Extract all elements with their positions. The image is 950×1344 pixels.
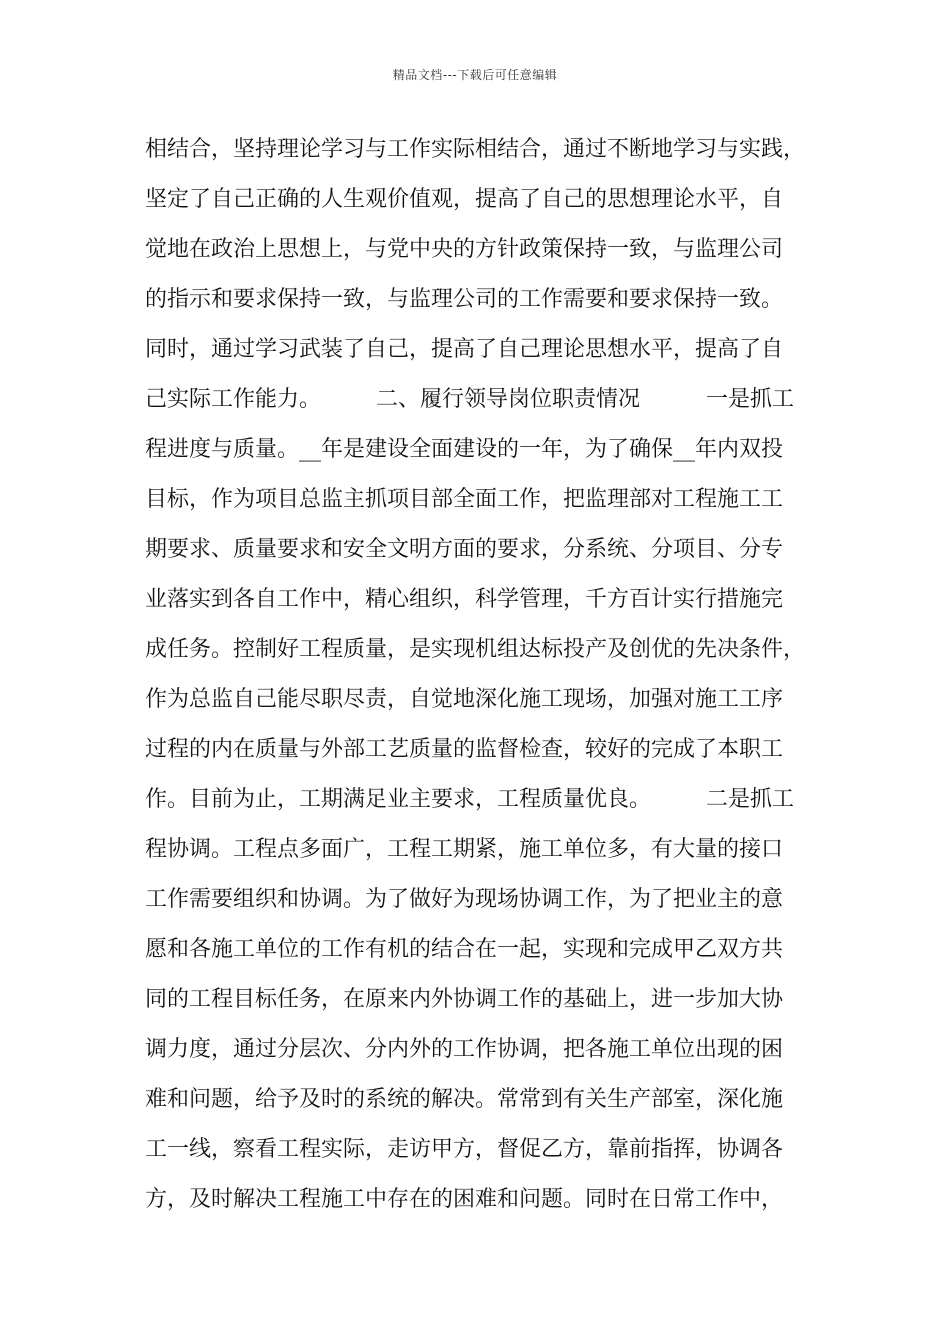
text-line: 作。目前为止，工期满足业主要求，工程质量优良。 二是抓工 (145, 787, 795, 812)
text-line: 的指示和要求保持一致，与监理公司的工作需要和要求保持一致。 (145, 287, 784, 312)
page-header: 精品文档---下载后可任意编辑 (392, 68, 558, 82)
text-line: 作为总监自己能尽职尽责，自觉地深化施工现场，加强对施工工序 (145, 687, 784, 712)
document-body (145, 130, 835, 1230)
text-line: 己实际工作能力。 二、履行领导岗位职责情况 一是抓工 (145, 387, 795, 412)
text-line: 程协调。工程点多面广，工程工期紧，施工单位多，有大量的接口 (145, 837, 784, 862)
text-line: 愿和各施工单位的工作有机的结合在一起，实现和完成甲乙双方共 (145, 937, 784, 962)
text-line: 难和问题，给予及时的系统的解决。常常到有关生产部室，深化施 (145, 1087, 784, 1112)
text-line: 工作需要组织和协调。为了做好为现场协调工作，为了把业主的意 (145, 887, 784, 912)
text-line: 同时，通过学习武装了自己，提高了自己理论思想水平，提高了自 (145, 337, 784, 362)
text-line: 程进度与质量。__年是建设全面建设的一年，为了确保__年内双投 (145, 437, 784, 462)
text-line: 同的工程目标任务，在原来内外协调工作的基础上，进一步加大协 (145, 987, 784, 1012)
text-line: 期要求、质量要求和安全文明方面的要求，分系统、分项目、分专 (145, 537, 784, 562)
text-line: 目标，作为项目总监主抓项目部全面工作，把监理部对工程施工工 (145, 487, 784, 512)
text-line: 坚定了自己正确的人生观价值观，提高了自己的思想理论水平，自 (145, 187, 784, 212)
text-line: 业落实到各自工作中，精心组织，科学管理，千方百计实行措施完 (145, 587, 784, 612)
text-line: 过程的内在质量与外部工艺质量的监督检查，较好的完成了本职工 (145, 737, 784, 762)
text-line: 相结合，坚持理论学习与工作实际相结合，通过不断地学习与实践， (145, 137, 806, 162)
text-line: 觉地在政治上思想上，与党中央的方针政策保持一致，与监理公司 (145, 237, 784, 262)
text-line: 成任务。控制好工程质量，是实现机组达标投产及创优的先决条件， (145, 637, 806, 662)
text-line: 工一线，察看工程实际，走访甲方，督促乙方，靠前指挥，协调各 (145, 1137, 784, 1162)
text-line: 方，及时解决工程施工中存在的困难和问题。同时在日常工作中， (145, 1187, 784, 1212)
text-line: 调力度，通过分层次、分内外的工作协调，把各施工单位出现的困 (145, 1037, 784, 1062)
